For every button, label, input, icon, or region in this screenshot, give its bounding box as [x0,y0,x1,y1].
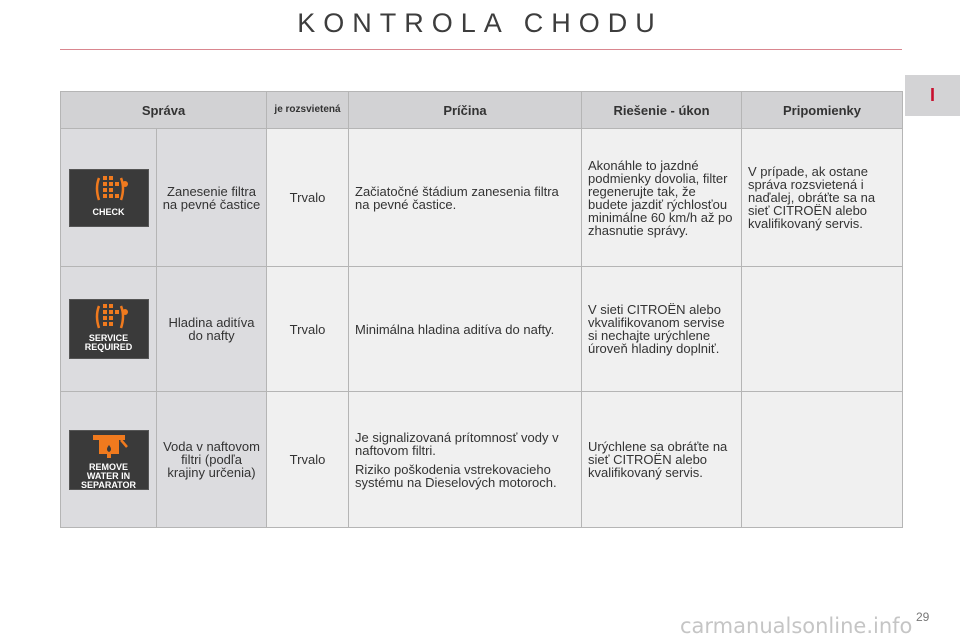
title-divider [60,49,902,50]
icon-cell [61,129,157,267]
watermark: carmanualsonline.info [680,614,913,638]
column-header-message: Správa [61,92,267,129]
message-name: Zanesenie filtra na pevné častice [157,129,267,267]
column-header-remarks: Pripomienky [742,92,903,129]
table-row [61,129,903,267]
cause-text: Začiatočné štádium zanesenia filtra na pevné častice. [355,183,559,212]
table-header-row [61,92,903,129]
duration: Trvalo [267,392,349,528]
page-number: 29 [916,610,930,624]
particle-filter-check-icon [69,169,149,227]
message-name: Voda v naftovom filtri (podľa krajiny určenia) [157,392,267,528]
column-header-cause: Príčina [349,92,582,129]
message-name: Hladina aditíva do nafty [157,267,267,392]
duration: Trvalo [267,267,349,392]
warning-messages-table [60,91,903,528]
icon-label: SERVICE REQUIRED [84,333,133,352]
cause-text: Riziko poškodenia vstrekovacieho systému na Dieselových motoroch. [355,461,557,490]
page-title: KONTROLA CHODU [297,8,663,38]
remarks-cell [742,392,903,528]
cause-cell [349,392,582,528]
cause-cell [349,129,582,267]
duration: Trvalo [267,129,349,267]
additive-service-required-icon [69,299,149,359]
remarks-cell: V prípade, ak ostane správa rozsvietená i naďalej, obráťte sa na sieť CITROËN alebo kvalifikovaný servis. [742,129,903,267]
solution-cell: V sieti CITROËN alebo vkvalifikovanom servise si nechajte urýchlene úroveň hladiny doplniť. [582,267,742,392]
cause-cell [349,267,582,392]
icon-cell [61,392,157,528]
water-in-fuel-filter-icon [69,430,149,490]
icon-label: CHECK [92,206,125,217]
chapter-tab: I [905,75,960,116]
column-header-lit: je rozsvietená [267,92,349,129]
solution-cell: Akonáhle to jazdné podmienky dovolia, filter regenerujte tak, že budete jazdiť rýchlosťou minimálne 60 km/h až po zhasnutie správy. [582,129,742,267]
cause-text: Je signalizovaná prítomnosť vody v naftovom filtri. [355,429,559,458]
table-row [61,392,903,528]
icon-cell [61,267,157,392]
cause-text: Minimálna hladina aditíva do nafty. [355,321,555,337]
column-header-solution: Riešenie - úkon [582,92,742,129]
solution-cell: Urýchlene sa obráťte na sieť CITROËN alebo kvalifikovaný servis. [582,392,742,528]
table-row [61,267,903,392]
icon-label: REMOVE WATER IN SEPARATOR [80,461,136,490]
remarks-cell [742,267,903,392]
